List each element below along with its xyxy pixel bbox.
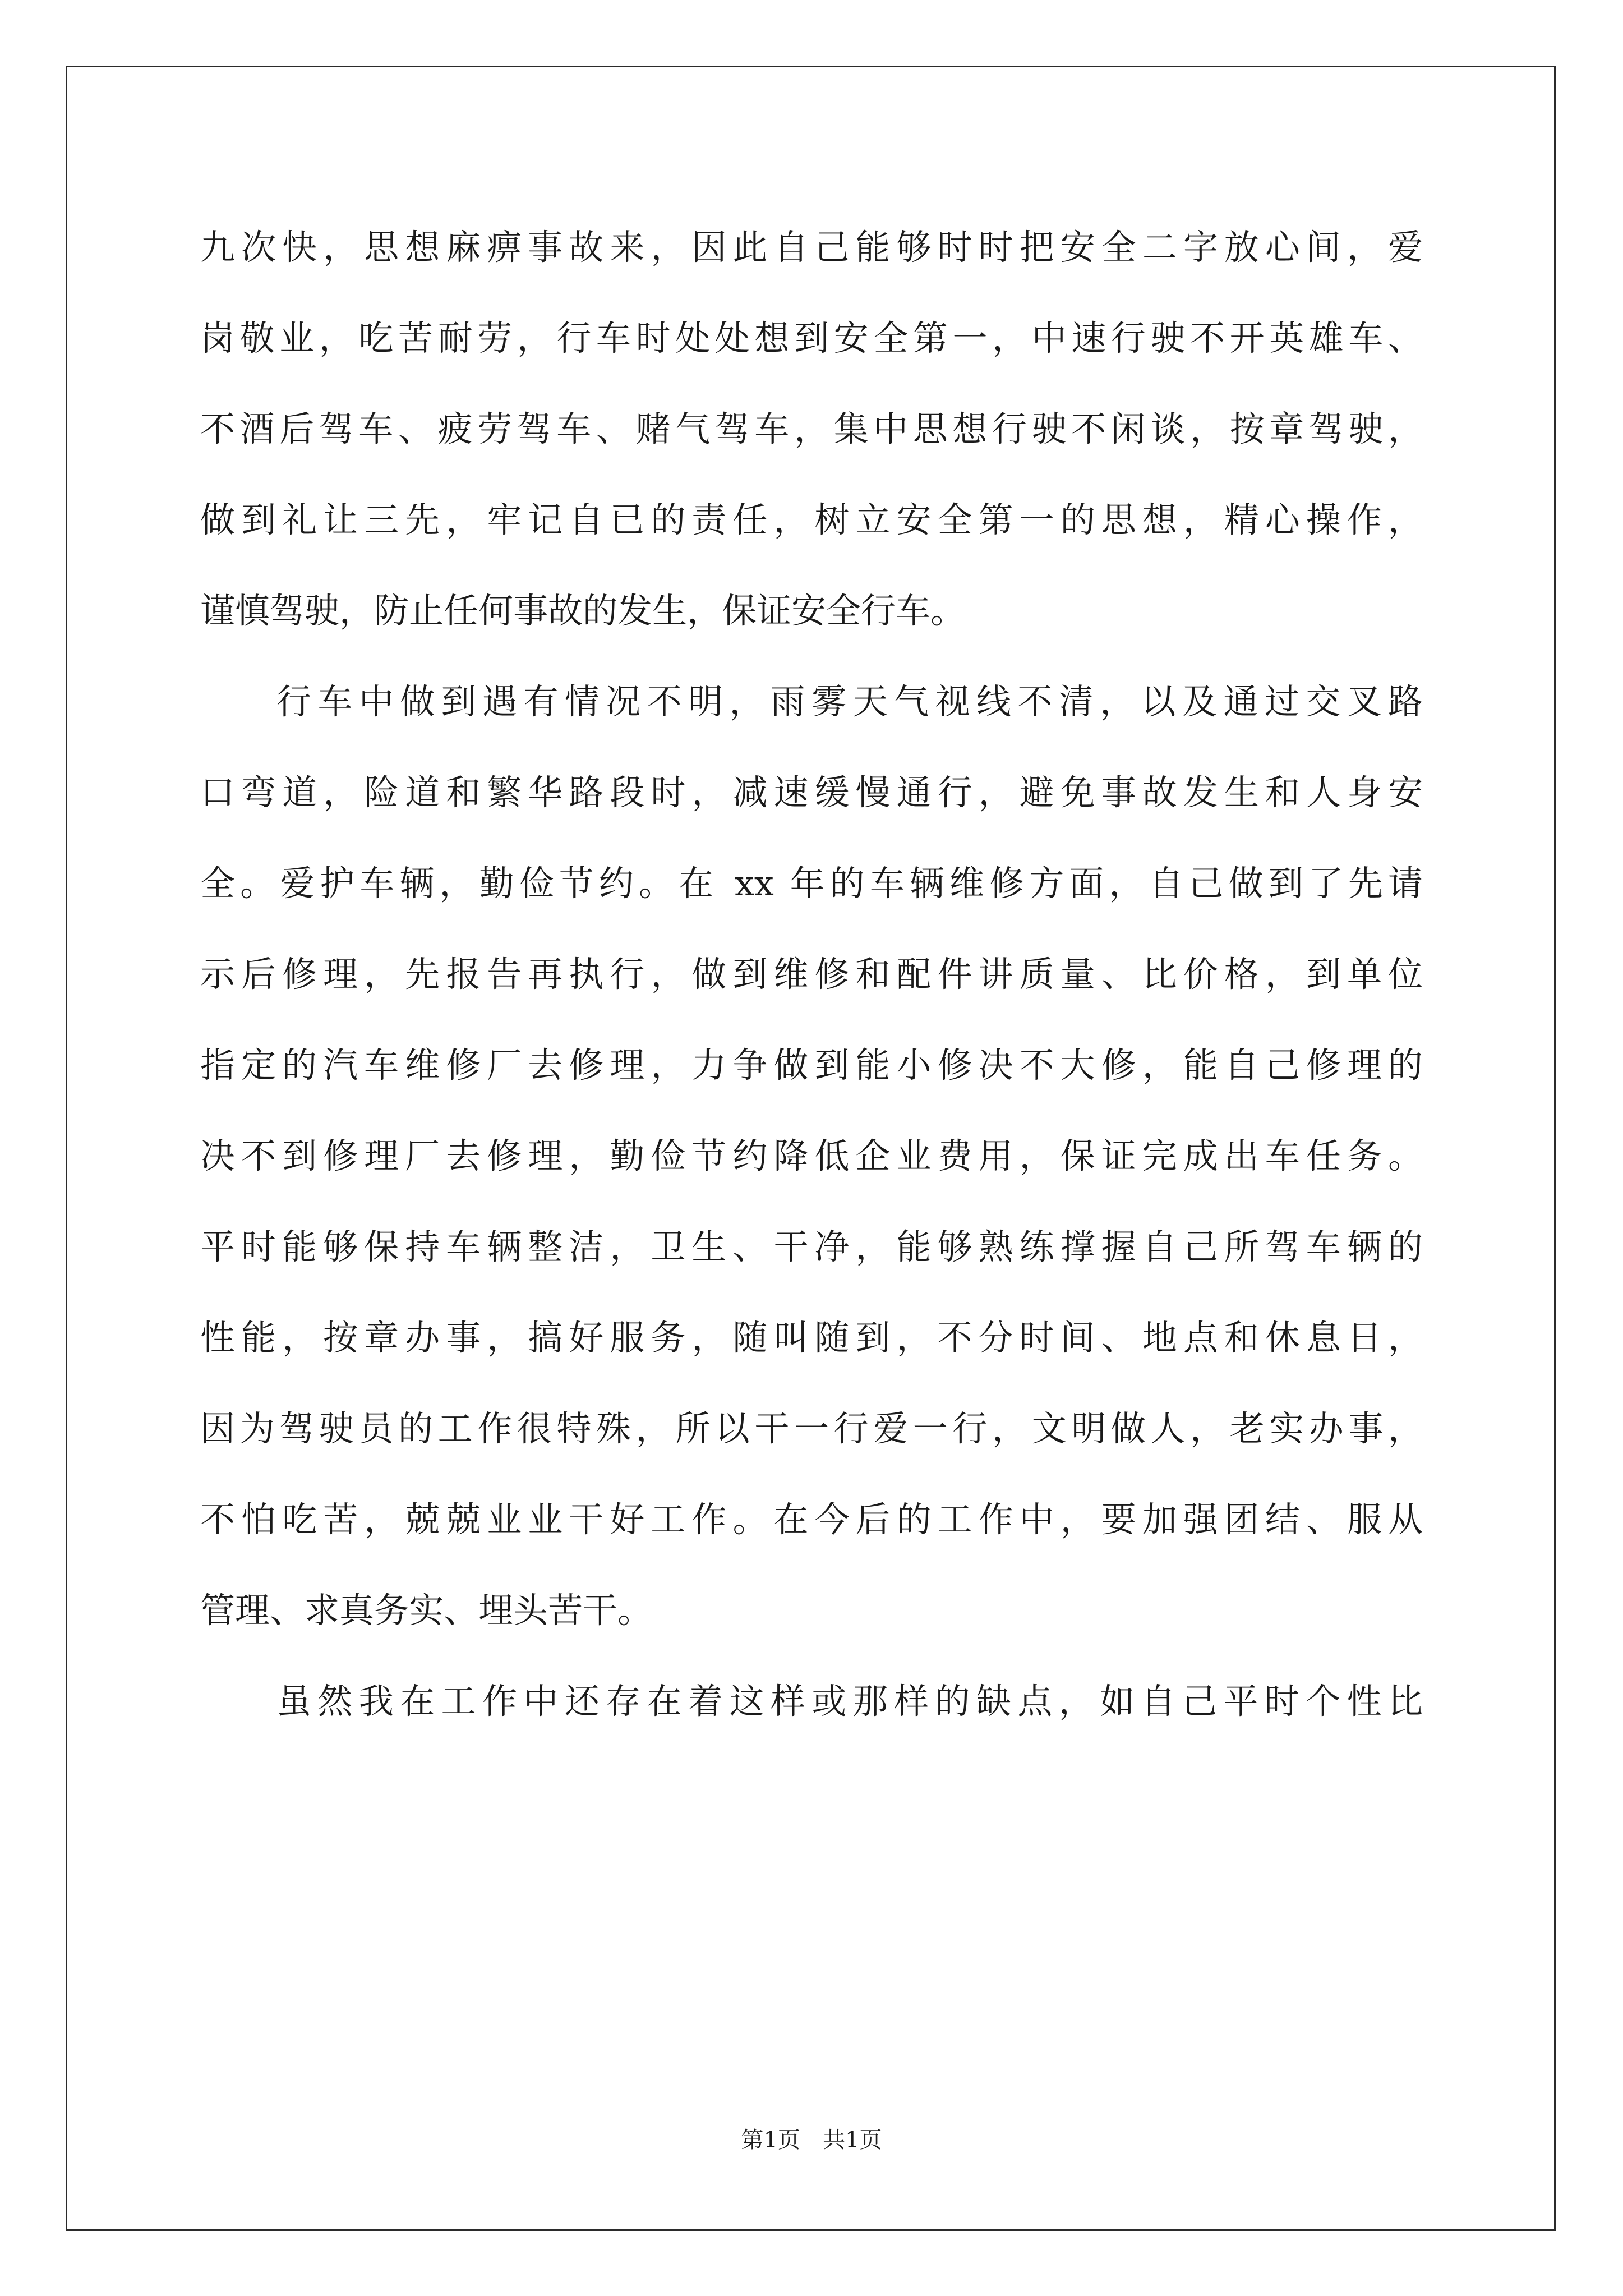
text-line: 谨慎驾驶，防止任何事故的发生，保证安全行车。 [200, 590, 966, 631]
text-line: 岗敬业，吃苦耐劳，行车时处处想到安全第一，中速行驶不开英雄车、 [200, 318, 1423, 358]
text-line: 不怕吃苦，兢兢业业干好工作。在今后的工作中，要加强团结、服从 [200, 1499, 1423, 1540]
text-line: 做到礼让三先，牢记自已的责任，树立安全第一的思想，精心操作， [200, 499, 1423, 540]
text-line: 全。爱护车辆，勤俭节约。在 xx 年的车辆维修方面，自己做到了先请 [200, 863, 1423, 904]
text-line: 指定的汽车维修厂去修理，力争做到能小修决不大修，能自己修理的 [200, 1045, 1423, 1085]
text-line: 不酒后驾车、疲劳驾车、赌气驾车，集中思想行驶不闲谈，按章驾驶， [200, 408, 1423, 449]
page-footer: 第1页 共1页 [741, 2127, 882, 2153]
text-line: 行车中做到遇有情况不明，雨雾天气视线不清，以及通过交叉路 [276, 681, 1423, 722]
text-line: 平时能够保持车辆整洁，卫生、干净，能够熟练撑握自己所驾车辆的 [200, 1226, 1423, 1267]
text-line: 示后修理，先报告再执行，做到维修和配件讲质量、比价格，到单位 [200, 954, 1423, 995]
text-line: 虽然我在工作中还存在着这样或那样的缺点，如自己平时个性比 [276, 1681, 1423, 1722]
text-line: 九次快，思想麻痹事故来，因此自己能够时时把安全二字放心间，爱 [200, 227, 1423, 268]
text-line: 口弯道，险道和繁华路段时，减速缓慢通行，避免事故发生和人身安 [200, 772, 1423, 813]
text-line: 性能，按章办事，搞好服务，随叫随到，不分时间、地点和休息日， [200, 1317, 1423, 1358]
text-line: 管理、求真务实、埋头苦干。 [200, 1590, 653, 1631]
text-line: 决不到修理厂去修理，勤俭节约降低企业费用，保证完成出车任务。 [200, 1135, 1423, 1176]
document-body [200, 202, 1423, 1747]
text-line: 因为驾驶员的工作很特殊，所以干一行爱一行，文明做人，老实办事， [200, 1408, 1423, 1449]
